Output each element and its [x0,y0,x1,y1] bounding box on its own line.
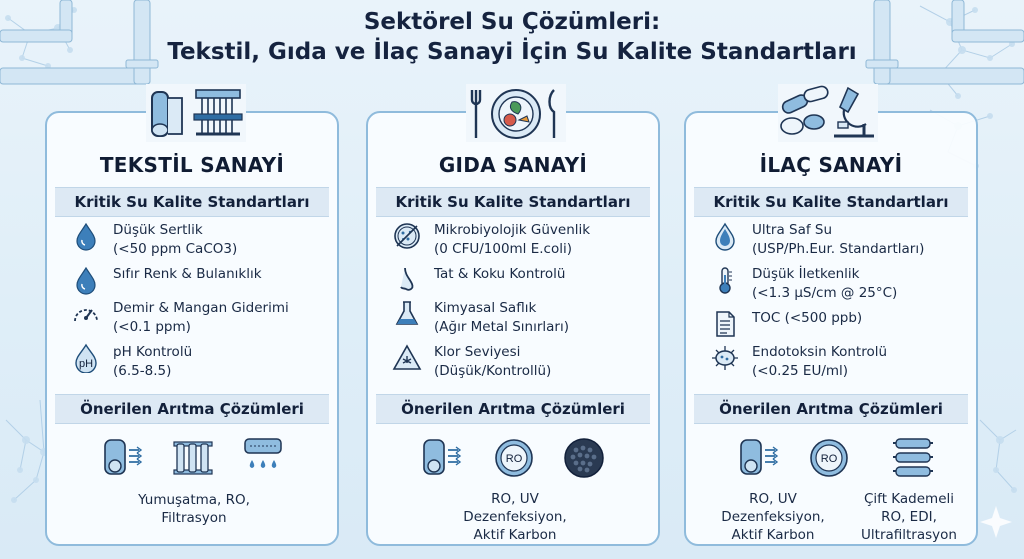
standard-line: Düşük Sertlik [113,222,203,238]
standard-item [710,221,970,259]
standard-line: Mikrobiyolojik Güvenlik [434,222,591,238]
bacteria-icon [710,343,740,373]
caption-line: RO, UV [749,491,797,507]
caption-line: RO, UV [491,491,539,507]
standard-item [71,299,331,337]
edi-module-stack-icon [892,436,934,480]
standard-item [392,343,652,381]
standard-line: Düşük İletkenlik [752,266,860,282]
caption-line: Aktif Karbon [731,527,815,543]
standard-line: Sıfır Renk & Bulanıklık [113,266,262,282]
standard-line: (<0.25 EU/ml) [752,363,849,379]
solutions-heading: Önerilen Arıtma Çözümleri [694,394,968,424]
ro-membrane-icon [493,436,535,480]
standard-line: (<0.1 ppm) [113,319,191,335]
document-icon [710,309,740,339]
standard-line: (Ağır Metal Sınırları) [434,319,569,335]
chlorine-warning-icon [392,343,422,373]
sparkle-icon [980,506,1012,538]
caption-line: RO, EDI, [881,509,937,525]
standard-line: Ultra Saf Su [752,222,833,238]
standards-heading: Kritik Su Kalite Standartları [694,187,968,217]
filtration-unit-icon [242,436,284,480]
caption-line: Çift Kademeli [864,491,954,507]
thermometer-icon [710,265,740,295]
sector-card-pharma [684,111,978,546]
caption-line: Dezenfeksiyon, [721,509,825,525]
ro-label: RO [820,453,838,465]
caption-line: Ultrafiltrasyon [861,527,957,543]
caption-line: Dezenfeksiyon, [463,509,567,525]
water-drop-icon [71,221,101,251]
standard-line: TOC (<500 ppb) [752,310,863,326]
caption-line: Filtrasyon [161,510,227,526]
standard-line: Demir & Mangan Giderimi [113,300,289,316]
standards-heading: Kritik Su Kalite Standartları [376,187,650,217]
standard-item [710,265,970,303]
standard-line: (USP/Ph.Eur. Standartları) [752,241,925,257]
standard-line: (<1.3 µS/cm @ 25°C) [752,285,898,301]
caption-line: Yumuşatma, RO, [138,492,250,508]
softener-tank-icon [102,436,144,480]
water-drop-icon [71,265,101,295]
uv-tank-icon [738,436,780,480]
ro-membrane-rack-icon [172,436,214,480]
standard-line: (0 CFU/100ml E.coli) [434,241,572,257]
standard-item [710,309,970,339]
gauge-icon [71,299,101,329]
sector-title: İLAÇ SANAYİ [759,153,903,177]
standard-item [392,299,652,337]
ro-label: RO [505,453,523,465]
page-subtitle: Tekstil, Gıda ve İlaç Sanayi İçin Su Kalite Standartları [167,39,857,65]
solutions-heading: Önerilen Arıtma Çözümleri [55,394,329,424]
standard-line: Klor Seviyesi [434,344,521,360]
sector-card-textile [45,111,339,546]
plate-with-cutlery-icon [466,84,566,142]
standard-item [71,221,331,259]
standard-line: (<50 ppm CaCO3) [113,241,238,257]
standard-line: Tat & Koku Kontrolü [434,266,566,282]
fabric-roll-and-loom-icon [146,84,246,142]
sector-card-food [366,111,660,546]
ph-drop-icon [71,343,101,373]
caption-line: Aktif Karbon [473,527,557,543]
standards-heading: Kritik Su Kalite Standartları [55,187,329,217]
standard-line: (Düşük/Kontrollü) [434,363,552,379]
standard-item [392,265,652,295]
solutions-heading: Önerilen Arıtma Çözümleri [376,394,650,424]
petri-dish-icon [392,221,422,251]
nose-icon [392,265,422,295]
ro-membrane-icon [808,436,850,480]
pills-and-microscope-icon [778,84,878,142]
uv-tank-icon [421,436,463,480]
standard-line: Kimyasal Saflık [434,300,537,316]
standard-item [710,343,970,381]
solution-caption [428,490,602,544]
sector-title: GIDA SANAYİ [438,153,588,177]
solution-caption [708,490,838,544]
standard-line: (6.5-8.5) [113,363,172,379]
standard-item [71,265,331,295]
standard-line: Endotoksin Kontrolü [752,344,888,360]
page-title: Sektörel Su Çözümleri: [363,9,661,35]
svg-text:pH: pH [78,358,94,370]
standard-item [71,343,331,381]
activated-carbon-icon [563,436,605,480]
standard-line: pH Kontrolü [113,344,193,360]
solution-caption [107,491,281,527]
ultra-pure-drop-icon [710,221,740,251]
flask-icon [392,299,422,329]
standard-item [392,221,652,259]
sector-title: TEKSTİL SANAYİ [99,153,285,177]
solution-caption [842,490,976,544]
